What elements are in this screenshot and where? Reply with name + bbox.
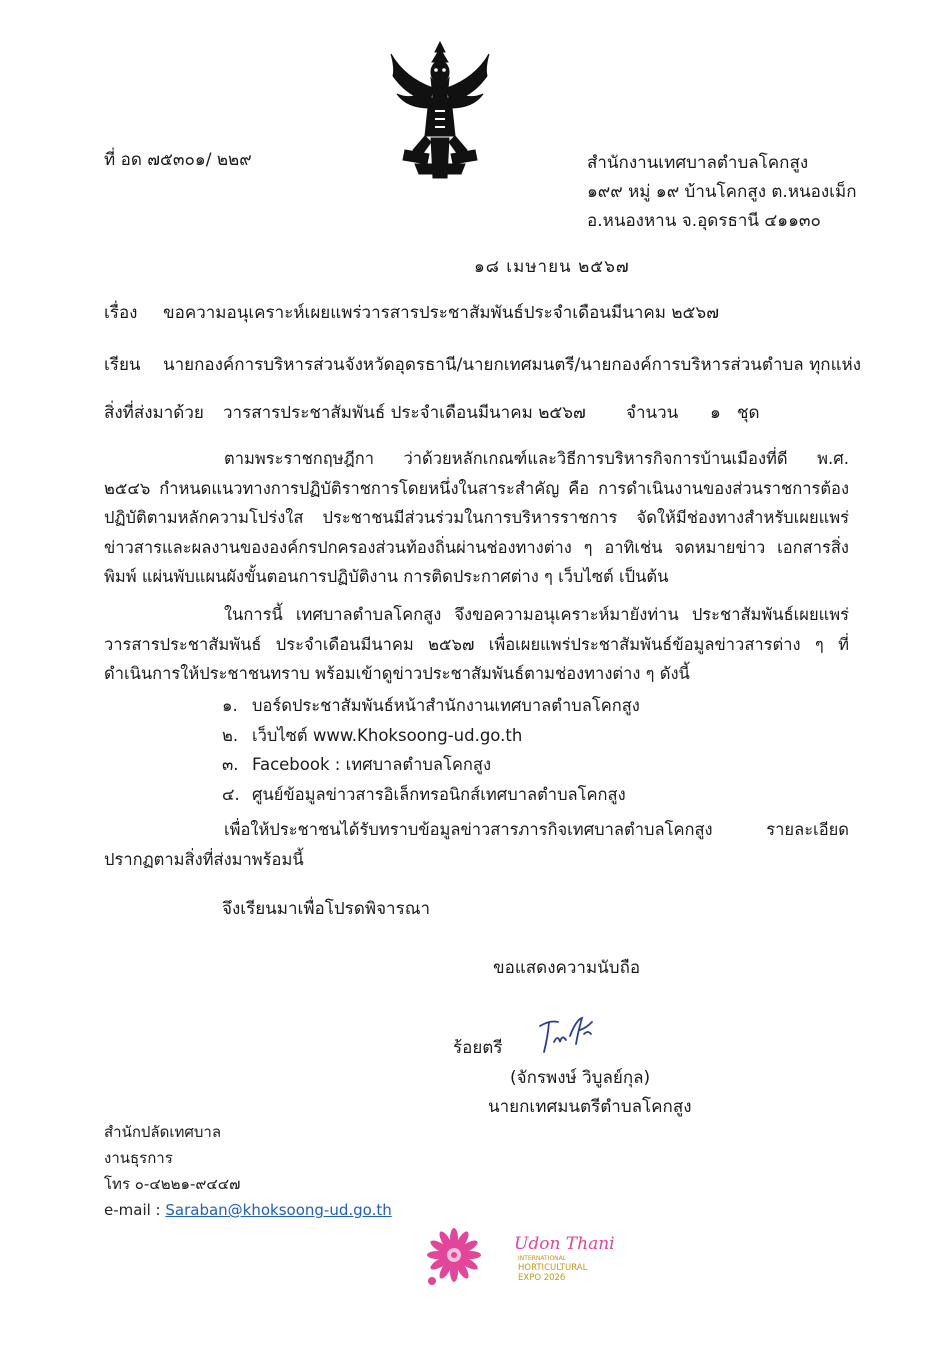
udon-thani-expo-logo [422, 1227, 642, 1289]
expo-script-title: Udon Thani [514, 1234, 615, 1254]
list-item-number: ๓. [222, 755, 239, 774]
body-paragraph-2: ในการนี้ เทศบาลตำบลโคกสูง จึงขอความอนุเคราะห์มายังท่าน ประชาสัมพันธ์เผยแพร่วารสารประชาสัมพันธ์ ประจำเดือนมีนาคม ๒๕๖๗ เพื่อเผยแพร่ประชาสัมพันธ์ข้อมูลข่าวสารต่าง ๆ ที่ดำเนินการให้ประชาชนทราบ พร้อมเข้าดูข่าวประชาสัมพันธ์ตามช่องทางต่าง ๆ ดังนี้ [104, 605, 849, 683]
office-address-line-1: ๑๙๙ หมู่ ๑๙ บ้านโคกสูง ต.หนองเม็ก [587, 182, 857, 202]
list-item [222, 780, 640, 810]
recipient-label: เรียน [104, 355, 141, 375]
handwritten-signature-icon [536, 1012, 596, 1058]
letter-date: ๑๘ เมษายน ๒๕๖๗ [474, 257, 630, 277]
expo-line-3: EXPO 2026 [518, 1273, 566, 1283]
enclosure-quantity: ๑ [710, 403, 721, 423]
signer-rank: ร้อยตรี [453, 1038, 503, 1058]
signer-name: (จักรพงษ์ วิบูลย์กุล) [510, 1068, 651, 1088]
sender-address [587, 149, 857, 236]
enclosure-quantity-label: จำนวน [626, 403, 679, 423]
closing-request: จึงเรียนมาเพื่อโปรดพิจารณา [222, 899, 431, 919]
list-item-text: Facebook : เทศบาลตำบลโคกสูง [252, 755, 492, 774]
document-number: ที่ อด ๗๕๓๐๑/ ๒๒๙ [104, 150, 252, 170]
subject-text: ขอความอนุเคราะห์เผยแพร่วารสารประชาสัมพันธ์ประจำเดือนมีนาคม ๒๕๖๗ [163, 303, 719, 323]
subject-label: เรื่อง [104, 303, 138, 323]
channel-list [222, 691, 640, 809]
signer-position: นายกเทศมนตรีตำบลโคกสูง [488, 1097, 692, 1117]
list-item-text: ศูนย์ข้อมูลข่าวสารอิเล็กทรอนิกส์เทศบาลตำบลโคกสูง [252, 784, 626, 804]
enclosure-unit: ชุด [737, 403, 760, 423]
expo-line-2: HORTICULTURAL [518, 1263, 588, 1273]
list-item-text: เว็บไซต์ www.Khoksoong-ud.go.th [252, 725, 523, 745]
list-item-text: บอร์ดประชาสัมพันธ์หน้าสำนักงานเทศบาลตำบลโคกสูง [252, 696, 640, 715]
flower-icon [427, 1228, 481, 1282]
list-item [222, 691, 640, 721]
small-flower-icon [428, 1277, 436, 1285]
list-item [222, 721, 640, 751]
enclosure-label: สิ่งที่ส่งมาด้วย [104, 403, 204, 423]
contact-office: สำนักปลัดเทศบาล [104, 1123, 222, 1141]
body-paragraph-3: เพื่อให้ประชาชนได้รับทราบข้อมูลข่าวสารภารกิจเทศบาลตำบลโคกสูง รายละเอียดปรากฏตามสิ่งที่ส่งมาพร้อมนี้ [104, 820, 849, 869]
list-item-number: ๔. [222, 784, 240, 804]
office-name: สำนักงานเทศบาลตำบลโคกสูง [587, 153, 809, 173]
enclosure-text: วารสารประชาสัมพันธ์ ประจำเดือนมีนาคม ๒๕๖๗ [223, 403, 586, 423]
body-paragraph-1: ตามพระราชกฤษฎีกา ว่าด้วยหลักเกณฑ์และวิธีการบริหารกิจการบ้านเมืองที่ดี พ.ศ. ๒๕๔๖ กำหนดแนวทางการปฏิบัติราชการโดยหนึ่งในสาระสำคัญ คือ การดำเนินงานของส่วนราชการต้องปฏิบัติตามหลักความโปร่งใส ประชาชนมีส่วนร่วมในการบริหารราชการ จัดให้มีช่องทางสำหรับเผยแพร่ข่าวสารและผลงานขององค์กรปกครองส่วนท้องถิ่นผ่านช่องทางต่าง ๆ อาทิเช่น จดหมายข่าว เอกสารสิ่งพิมพ์ แผ่นพับแผนผังขั้นตอนการปฏิบัติงาน การติดประกาศต่าง ๆ เว็บไซต์ เป็นต้น [104, 449, 849, 586]
contact-email-row [104, 1197, 392, 1223]
contact-section: งานธุรการ [104, 1149, 173, 1167]
contact-phone: โทร ๐-๔๒๒๑-๙๔๔๗ [104, 1175, 241, 1193]
email-link[interactable]: Saraban@khoksoong-ud.go.th [165, 1201, 392, 1219]
recipient-text: นายกองค์การบริหารส่วนจังหวัดอุดรธานี/นายกเทศมนตรี/นายกองค์การบริหารส่วนตำบล ทุกแห่ง [163, 355, 862, 375]
list-item-number: ๒. [222, 725, 239, 745]
garuda-emblem-icon [385, 38, 495, 183]
office-address-line-2: อ.หนองหาน จ.อุดรธานี ๔๑๑๓๐ [587, 211, 821, 231]
list-item [222, 750, 640, 780]
expo-line-1: INTERNATIONAL [518, 1255, 567, 1262]
regards: ขอแสดงความนับถือ [493, 958, 641, 978]
contact-block [104, 1119, 392, 1223]
list-item-number: ๑. [222, 696, 238, 715]
email-label: e-mail : [104, 1201, 166, 1219]
